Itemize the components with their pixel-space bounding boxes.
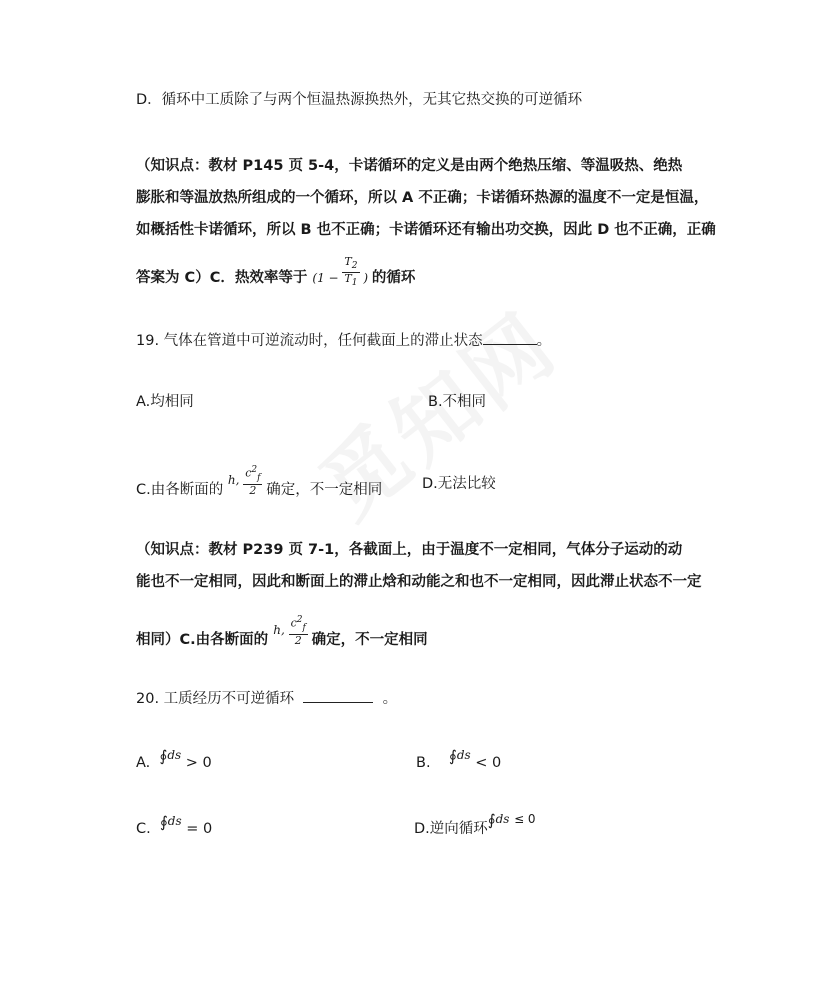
answer-blank xyxy=(483,330,537,345)
note18-line4-pre: 答案为 C）C．热效率等于 xyxy=(136,270,308,287)
q20-option-c: C. ∮$^{ds}$ = 0 xyxy=(136,813,213,837)
note19-line1: （知识点：教材 P239 页 7-1，各截面上，由于温度不一定相同，气体分子运动的动 xyxy=(136,542,683,558)
note18-line1: （知识点：教材 P145 页 5-4，卡诺循环的定义是由两个绝热压缩、等温吸热、绝热 xyxy=(136,158,683,174)
prev-option-d: D．循环中工质除了与两个恒温热源换热外，无其它热交换的可逆循环 xyxy=(136,92,583,108)
q20-option-a: A. ∮$^{ds}$ > 0 xyxy=(136,747,212,771)
stagnation-formula: h, $\frac{c^2_f}{2}$ xyxy=(227,465,261,497)
note18-line4 xyxy=(136,255,416,295)
note19-line2: 能也不一定相同，因此和断面上的滞止焓和动能之和也不一定相同，因此滞止状态不一定 xyxy=(136,574,702,590)
note18-line3: 如概括性卡诺循环，所以 B 也不正确；卡诺循环还有输出功交换，因此 D 也不正确，正确 xyxy=(136,222,716,238)
note18-line4-post: 的循环 xyxy=(371,270,416,287)
q19-option-d: D.无法比较 xyxy=(422,476,496,492)
note18-line2: 膨胀和等温放热所组成的一个循环，所以 A 不正确；卡诺循环热源的温度不一定是恒温， xyxy=(136,190,709,206)
q20-option-d: D.逆向循环∮$^{ds}$ $^{\le 0}$ xyxy=(414,811,536,837)
answer-blank-2 xyxy=(303,688,373,703)
q19-option-c: C.由各断面的 h, $\frac{c^2_f}{2}$ 确定，不一定相同 xyxy=(136,465,383,498)
q20-option-b: B. ∮$^{ds}$ < 0 xyxy=(416,747,502,771)
q19-option-a: A.均相同 xyxy=(136,394,194,410)
efficiency-formula: (1 − $\frac{T_2}{T_1}$ ) xyxy=(312,255,369,289)
q19-stem: 19. 气体在管道中可逆流动时，任何截面上的滞止状态 。 xyxy=(136,330,551,351)
note19-line3: 相同）C.由各断面的 h, $\frac{c^2_f}{2}$ 确定，不一定相同 xyxy=(136,615,428,648)
q20-stem: 20. 工质经历不可逆循环 。 xyxy=(136,688,397,709)
stagnation-formula-2: h, $\frac{c^2_f}{2}$ xyxy=(273,615,306,647)
q19-option-b: B.不相同 xyxy=(428,394,487,410)
